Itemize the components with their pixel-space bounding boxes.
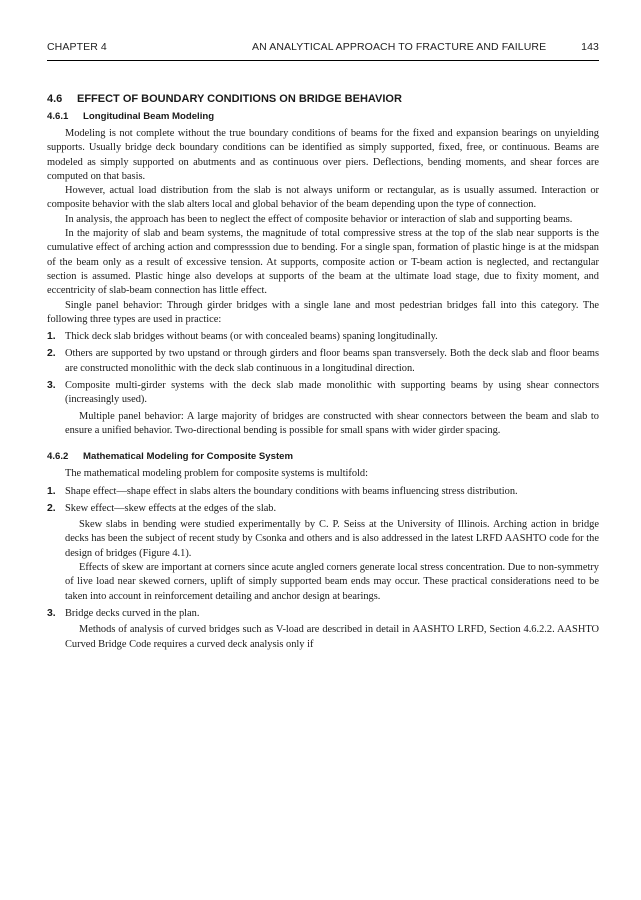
list-text: Others are supported by two upstand or through girders and floor beams span transversely. Both the deck slab and floor beams are constructed monolithic with the deck slab continuous in a longitudinal direction. [65,348,599,374]
list-number: 3. [47,380,56,392]
list-number: 2. [47,348,56,360]
paragraph: Methods of analysis of curved bridges such as V-load are described in detail in AASHTO LRFD, Section 4.6.2.2. AASHTO Curved Bridge Code requires a curved deck analysis only if [65,624,599,650]
paragraph: The mathematical modeling problem for composite systems is multifold: [65,468,369,480]
subsection-heading-4-6-2 [47,450,599,463]
paragraph: However, actual load distribution from the slab is not always uniform or rectangular, as is usually assumed. Interaction or composite behavior with the slab alters local and global behavior of the beam depending upon the type of connection. [47,185,599,211]
list-number: 1. [47,485,56,497]
subsection-title: Longitudinal Beam Modeling [83,111,215,122]
page-number: 143 [581,41,599,53]
paragraph: In the majority of slab and beam systems, the magnitude of total compressive stress at the top of the slab near supports is the cumulative effect of arching action and compresssion due to bending. For a single span, formation of plastic hinge is at the midspan of the beam only as a result of excessive tension. At supports, composite action or T-beam action is neglected, and rectangular section is assumed. Plastic hinge also develops at supports of the beam at the ultimate load stage, due to fixity moment, and eccentricity of slab-beam connection has little effect. [47,228,599,297]
list-item [47,347,599,376]
running-header [47,41,599,57]
section-title: EFFECT OF BOUNDARY CONDITIONS ON BRIDGE BEHAVIOR [77,93,402,105]
list-item [47,502,599,516]
paragraph: Effects of skew are important at corners since acute angled corners generate local stress concentration. Due to non-symmetry of live load near skewed corners, uplift of simply supported beam ends may occur. These practical considerations need to be taken into account in reinforcement detailing and anchor design at bearings. [65,562,599,602]
indented-block [47,410,599,439]
list-item [47,379,599,408]
list-item [47,607,599,621]
list-number: 3. [47,607,56,619]
running-title: AN ANALYTICAL APPROACH TO FRACTURE AND FAILURE [252,41,547,53]
subsection-number: 4.6.1 [47,111,69,122]
header-rule [47,60,599,61]
list-item [47,485,599,499]
subsection-number: 4.6.2 [47,451,69,463]
list-text: Thick deck slab bridges without beams (or with concealed beams) spaning longitudinally. [65,331,438,343]
list-text: Skew effect—skew effects at the edges of the slab. [65,502,277,514]
paragraph: Modeling is not complete without the true boundary conditions of beams for the fixed and expansion bearings on unyielding supports. Usually bridge deck boundary conditions can be identified as simply supported, fixed, free, or continuous. Beams are modeled as simply supported on abutments and as continuous over piers. Deflections, bending moments, and shear forces are computed on that basis. [47,128,599,182]
subsection-title: Mathematical Modeling for Composite System [83,451,294,463]
paragraph: Single panel behavior: Through girder bridges with a single lane and most pedestrian bridges fall into this category. The following three types are used in practice: [47,299,599,325]
paragraph: Multiple panel behavior: A large majority of bridges are constructed with shear connectors between the beam and slab to ensure a unified behavior. Two-directional bending is possible for small spans with wider girder spacing. [65,410,599,436]
list-number: 1. [47,331,56,343]
paragraph: In analysis, the approach has been to neglect the effect of composite behavior or interaction of slab and supporting beams. [65,213,573,225]
chapter-label: CHAPTER 4 [47,41,107,53]
list-number: 2. [47,502,56,514]
indented-block [47,518,599,604]
page-body [47,92,599,654]
subsection-heading-4-6-1 [47,110,599,123]
list-text: Shape effect—shape effect in slabs alters the boundary conditions with beams influencing stress distribution. [65,485,518,497]
list-item [47,330,599,344]
section-number: 4.6 [47,93,63,105]
paragraph: Skew slabs in bending were studied experimentally by C. P. Seiss at the University of Illinois. Arching action in bridge decks has been the subject of recent study by Csonka and others and is also addressed in the latest LRFD AASHTO code for the design of bridges (Figure 4.1). [65,519,599,559]
list-text: Bridge decks curved in the plan. [65,607,200,619]
section-heading [47,92,599,106]
list-text: Composite multi-girder systems with the deck slab made monolithic with supporting beams by using shear connectors (increasingly used). [65,380,599,406]
indented-block [47,623,599,652]
